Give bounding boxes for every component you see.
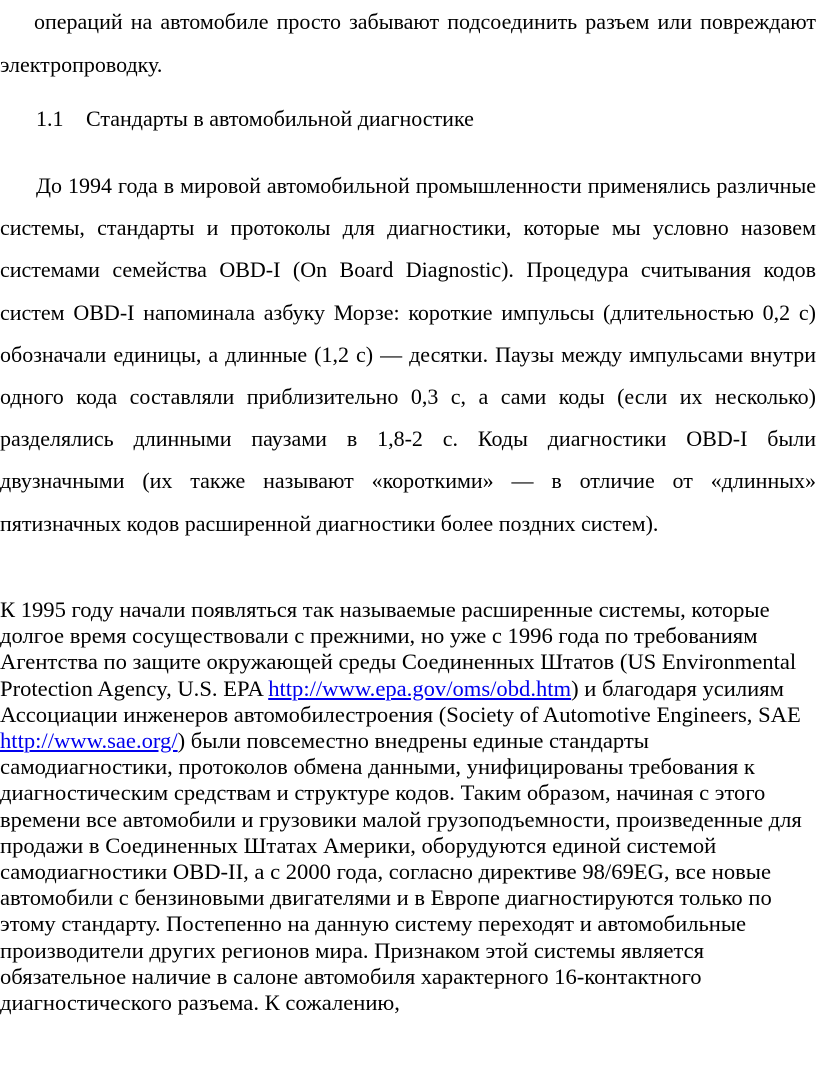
section-heading: [36, 104, 474, 134]
paragraph-obd1: [0, 165, 816, 545]
epa-link[interactable]: http://www.epa.gov/oms/obd.htm: [268, 675, 572, 701]
paragraph-obd2-text-3: ) были повсеместно внедрены единые стандарты самодиагностики, протоколов обмена данными, унифицированы требования к диагностическим средствам и структуре кодов. Таким образом, начиная с этого времени все автомобили и грузовики малой грузоподъемности, произведенные для продажи в Соединенных Штатах Америки, оборудуются единой системой самодиагностики OBD-II, а с 2000 года, согласно директиве 98/69EG, все новые автомобили с бензиновыми двигателями и в Европе диагностируются только по этому стандарту. Постепенно на данную систему переходят и автомобильные производители других регионов мира. Признаком этой системы является обязательное наличие в салоне автомобиля характерного 16-контактного диагностического разъема. К сожалению,: [0, 728, 802, 1016]
paragraph-obd2-text-2: ) и благодаря усилиям Ассоциации инженеров автомобилестроения (Society of Automotive Engineers, SAE: [0, 675, 801, 727]
paragraph-obd2-text-1: К 1995 году начали появляться так называемые расширенные системы, которые долгое время сосуществовали с прежними, но уже с 1996 года по требованиям Агентства по защите окружающей среды Соединенных Штатов (US Environmental Protection Agency, U.S. EPA: [0, 597, 797, 701]
paragraph-obd2: [0, 597, 816, 1016]
intro-paragraph: [0, 0, 816, 86]
section-title: Стандарты в автомобильной диагностике: [86, 106, 474, 131]
intro-paragraph-text: операций на автомобиле просто забывают подсоединить разъем или повреждают электропроводку.: [0, 9, 816, 77]
paragraph-obd1-text: До 1994 года в мировой автомобильной промышленности применялись различные системы, стандарты и протоколы для диагностики, которые мы условно назовем системами семейства OBD-I (On Board Diagnostic). Процедура считывания кодов систем OBD-I напоминала азбуку Морзе: короткие импульсы (длительностью 0,2 с) обозначали единицы, а длинные (1,2 с) — десятки. Паузы между импульсами внутри одного кода составляли приблизительно 0,3 с, а сами коды (если их несколько) разделялись длинными паузами в 1,8-2 с. Коды диагностики OBD-I были двузначными (их также называют «короткими» — в отличие от «длинных» пятизначных кодов расширенной диагностики более поздних систем).: [0, 173, 816, 536]
section-number: 1.1: [36, 106, 64, 131]
sae-link[interactable]: http://www.sae.org/: [0, 728, 178, 754]
